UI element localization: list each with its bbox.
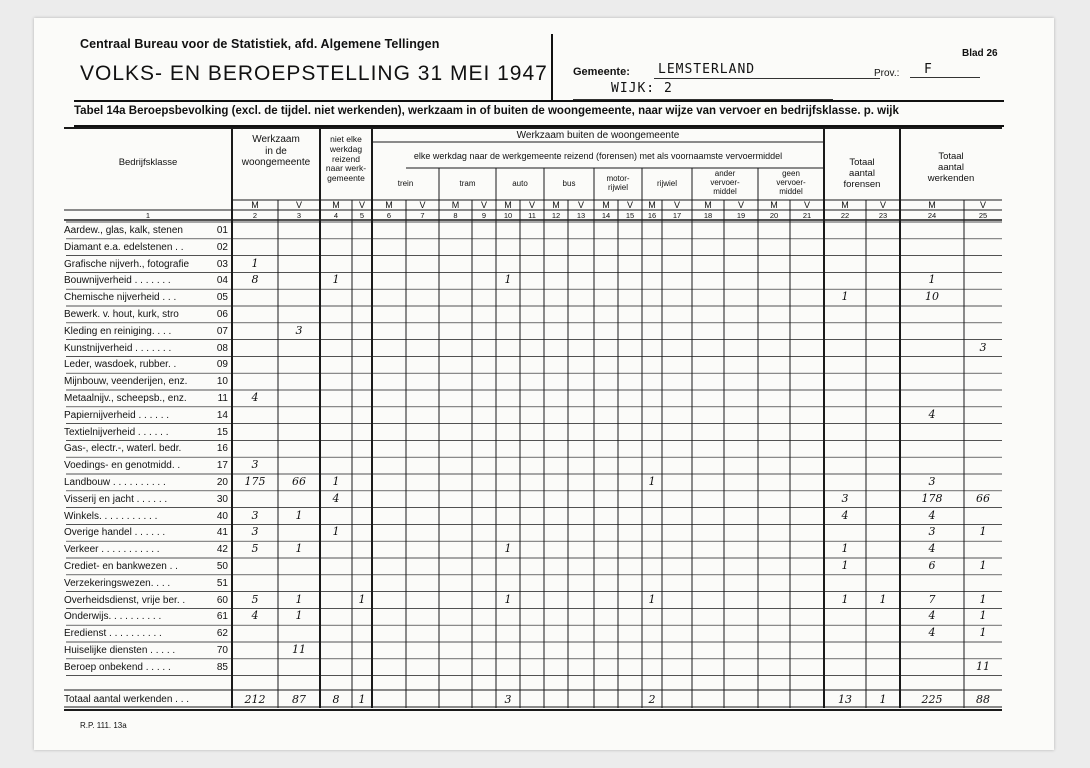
- mv-label: M: [841, 200, 849, 210]
- prov-label: Prov.:: [874, 68, 900, 79]
- row-label: Mijnbouw, veenderijen, enz.: [64, 376, 188, 388]
- cell-entry: 178: [921, 491, 943, 505]
- row-code: 11: [217, 393, 228, 404]
- column-number: 7: [420, 211, 425, 220]
- cell-entry: 4: [928, 407, 936, 421]
- totaal-werkenden-header: Totaal aantal werkenden: [927, 151, 975, 184]
- row-label: Kleding en reiniging. . . .: [64, 325, 172, 337]
- row-code: 04: [216, 275, 228, 287]
- row-label: Verzekeringswezen. . . .: [64, 577, 171, 589]
- cell-entry: 175: [244, 475, 266, 488]
- mode-header: trein: [397, 179, 414, 188]
- mv-label: M: [332, 200, 340, 210]
- row-label: Papiernijverheid . . . . . .: [64, 409, 170, 421]
- row-label: Kunstnijverheid . . . . . . .: [64, 342, 172, 354]
- column-number: 6: [386, 211, 392, 220]
- row-code: 50: [216, 561, 228, 572]
- row-label: Diamant e.a. edelstenen . .: [64, 241, 184, 253]
- column-number: 18: [703, 211, 713, 220]
- column-number: 14: [601, 211, 611, 220]
- column-number: 5: [359, 211, 365, 220]
- row-label: Leder, wasdoek, rubber. .: [64, 359, 177, 371]
- column-number: 8: [453, 211, 458, 220]
- row-code: 85: [216, 661, 228, 673]
- row-code: 02: [216, 241, 228, 253]
- cell-entry: 1: [979, 592, 987, 606]
- mv-label: V: [419, 200, 426, 210]
- cell-entry: 1: [979, 525, 987, 539]
- row-code: 01: [216, 225, 228, 236]
- cell-entry: 1: [979, 609, 987, 623]
- mode-header: bus: [562, 179, 576, 188]
- row-label: Textielnijverheid . . . . . .: [64, 426, 169, 438]
- mode-header: ander vervoer- middel: [710, 169, 740, 197]
- column-number: 25: [978, 211, 988, 220]
- column-number: 21: [802, 211, 812, 220]
- mv-label: V: [577, 200, 584, 210]
- mode-header: auto: [512, 179, 528, 188]
- cell-entry: 4: [928, 542, 936, 556]
- mv-label: M: [928, 200, 936, 210]
- cell-entry: 1: [879, 592, 887, 606]
- cell-entry: 1: [841, 559, 849, 572]
- row-label: Gas-, electr.-, waterl. bedr.: [64, 443, 182, 455]
- cell-entry: 1: [295, 508, 303, 522]
- prov-field[interactable]: F: [910, 62, 980, 78]
- cell-entry: 1: [295, 609, 303, 623]
- row-code: 16: [216, 443, 228, 455]
- cell-entry: 1: [504, 592, 512, 606]
- cell-entry: 4: [251, 609, 259, 623]
- form-code: R.P. 111. 13a: [80, 721, 127, 730]
- mv-label: V: [979, 200, 986, 210]
- mv-label: V: [480, 200, 487, 210]
- row-code: 62: [216, 628, 228, 640]
- total-entry: 87: [292, 693, 306, 706]
- cell-entry: 3: [295, 323, 303, 337]
- cell-entry: 1: [295, 542, 303, 556]
- cell-entry: 7: [928, 592, 936, 606]
- mv-label: M: [602, 200, 610, 210]
- mv-label: M: [504, 200, 512, 210]
- cell-entry: 5: [251, 592, 259, 606]
- cell-entry: 1: [358, 592, 366, 606]
- cell-entry: 1: [648, 592, 656, 606]
- cell-entry: 1: [295, 592, 303, 606]
- total-entry: 225: [921, 693, 943, 706]
- column-number: 17: [672, 211, 682, 220]
- row-label: Crediet- en bankwezen . .: [64, 561, 178, 572]
- cell-entry: 66: [292, 475, 306, 488]
- row-code: 70: [216, 645, 228, 656]
- mv-label: M: [704, 200, 712, 210]
- cell-entry: 3: [251, 525, 259, 539]
- form-title: VOLKS- EN BEROEPSTELLING 31 MEI 1947: [80, 62, 548, 85]
- cell-entry: 1: [332, 475, 340, 488]
- cell-entry: 1: [841, 290, 849, 304]
- total-entry: 1: [358, 693, 366, 706]
- row-code: 41: [216, 527, 228, 539]
- cell-entry: 1: [648, 475, 656, 488]
- row-label: Visserij en jacht . . . . . .: [64, 493, 168, 505]
- row-label: Aardew., glas, kalk, stenen: [64, 225, 183, 236]
- cell-entry: 4: [928, 626, 936, 640]
- mv-label: M: [251, 200, 259, 210]
- row-code: 09: [216, 359, 228, 371]
- column-number: 10: [503, 211, 513, 220]
- row-label: Chemische nijverheid . . .: [64, 292, 177, 304]
- niet-elke-header: niet elke werkdag reizend naar werk- gemeente: [325, 134, 367, 184]
- column-number: 22: [840, 211, 850, 220]
- row-label: Huiselijke diensten . . . . .: [64, 645, 176, 656]
- cell-entry: 10: [925, 290, 939, 304]
- row-code: 15: [216, 426, 228, 438]
- column-number: 20: [769, 211, 779, 220]
- row-code: 30: [216, 493, 228, 505]
- column-number: 11: [528, 211, 536, 220]
- werkzaam-in-header: Werkzaam in de woongemeente: [241, 134, 311, 168]
- column-number: 15: [625, 211, 635, 220]
- row-label: Grafische nijverh., fotografie: [64, 258, 190, 270]
- cell-entry: 3: [251, 508, 259, 522]
- mv-label: V: [626, 200, 633, 210]
- forensen-header: elke werkdag naar de werkgemeente reizend (forensen) met als voornaamste vervoermiddel: [413, 151, 783, 161]
- row-label: Landbouw . . . . . . . . . .: [64, 477, 166, 488]
- cell-entry: 4: [251, 391, 259, 404]
- row-label: Eredienst . . . . . . . . . .: [64, 628, 162, 640]
- cell-entry: 1: [841, 542, 849, 556]
- column-number: 23: [878, 211, 888, 220]
- row-label: Overheidsdienst, vrije ber. .: [64, 594, 186, 606]
- mode-header: tram: [459, 179, 476, 188]
- mv-label: M: [648, 200, 656, 210]
- row-label: Onderwijs. . . . . . . . . .: [64, 611, 162, 623]
- mv-label: V: [879, 200, 886, 210]
- column-number: 24: [927, 211, 937, 220]
- row-code: 51: [216, 577, 228, 589]
- cell-entry: 1: [504, 542, 512, 556]
- total-entry: 13: [838, 693, 852, 706]
- row-code: 07: [216, 325, 228, 337]
- total-entry: 8: [332, 693, 340, 706]
- cell-entry: 3: [928, 525, 936, 539]
- cell-entry: 1: [928, 273, 936, 287]
- totaal-forensen-header: Totaal aantal forensen: [843, 157, 881, 190]
- mode-header: motor- rijwiel: [606, 174, 630, 193]
- total-entry: 212: [244, 693, 266, 706]
- row-code: 61: [216, 611, 228, 623]
- mv-label: V: [295, 200, 302, 210]
- cell-entry: 11: [292, 643, 306, 656]
- cell-entry: 1: [251, 256, 259, 270]
- bedrijfsklasse-header: Bedrijfsklasse: [118, 157, 178, 168]
- cell-entry: 6: [928, 559, 936, 572]
- mv-label: M: [451, 200, 460, 210]
- cell-entry: 1: [332, 273, 340, 287]
- row-code: 60: [216, 594, 228, 606]
- total-entry: 3: [504, 693, 512, 706]
- column-number: 19: [736, 211, 746, 220]
- cell-entry: 3: [979, 340, 987, 354]
- cell-entry: 11: [976, 659, 990, 673]
- wijk-value: WIJK: 2: [611, 81, 673, 96]
- cell-entry: 1: [979, 626, 987, 640]
- row-label: Winkels. . . . . . . . . . .: [64, 510, 158, 522]
- total-entry: 88: [976, 693, 990, 706]
- cell-entry: 66: [976, 491, 990, 505]
- row-code: 20: [216, 477, 228, 488]
- mv-label: M: [385, 200, 393, 210]
- total-entry: 1: [879, 693, 887, 706]
- cell-entry: 1: [841, 592, 849, 606]
- cell-entry: 3: [251, 458, 259, 472]
- mv-label: V: [358, 200, 365, 210]
- cell-entry: 1: [504, 273, 512, 287]
- cell-entry: 3: [928, 475, 936, 488]
- column-number: 16: [647, 211, 657, 220]
- row-label: Metaalnijv., scheepsb., enz.: [64, 393, 187, 404]
- buiten-header: Werkzaam buiten de woongemeente: [516, 130, 680, 141]
- column-number: 13: [576, 211, 586, 220]
- column-number: 12: [551, 211, 561, 220]
- cell-entry: 4: [928, 508, 936, 522]
- gemeente-label: Gemeente:: [573, 66, 630, 78]
- row-code: 08: [216, 342, 228, 354]
- column-number: 1: [145, 211, 151, 220]
- mode-header: geen vervoer- middel: [776, 169, 806, 197]
- row-label: Beroep onbekend . . . . .: [64, 661, 171, 673]
- cell-entry: 5: [251, 542, 259, 556]
- row-code: 14: [216, 409, 228, 421]
- cell-entry: 4: [928, 609, 936, 623]
- mv-label: M: [770, 200, 778, 210]
- table-title: Tabel 14a Beroepsbevolking (excl. de tijdel. niet werkenden), werkzaam in of buiten de woongemeente, naar wijze van vervoer en bedrijfsklasse. p. wijk: [74, 105, 899, 117]
- page-number: Blad 26: [962, 48, 998, 59]
- column-number: 4: [333, 211, 339, 220]
- cell-entry: 1: [979, 559, 987, 572]
- mv-label: M: [552, 200, 560, 210]
- mv-label: V: [803, 200, 810, 210]
- census-form-sheet: [34, 18, 1054, 750]
- gemeente-field[interactable]: LEMSTERLAND: [654, 62, 880, 79]
- column-number: 2: [252, 211, 258, 220]
- mv-label: V: [528, 200, 535, 210]
- row-code: 10: [216, 376, 228, 388]
- mv-label: V: [673, 200, 680, 210]
- column-number: 9: [481, 211, 487, 220]
- row-code: 03: [216, 258, 228, 270]
- cell-entry: 8: [251, 273, 259, 287]
- cell-entry: 3: [841, 491, 849, 505]
- cell-entry: 1: [332, 525, 340, 539]
- cell-entry: 4: [841, 508, 849, 522]
- row-label: Overige handel . . . . . .: [64, 527, 166, 539]
- row-label: Bouwnijverheid . . . . . . .: [64, 275, 171, 287]
- mode-header: rijwiel: [657, 179, 677, 188]
- row-code: 42: [216, 544, 228, 556]
- row-code: 06: [216, 309, 228, 320]
- row-label: Bewerk. v. hout, kurk, stro: [64, 309, 179, 320]
- bureau-line: Centraal Bureau voor de Statistiek, afd. Algemene Tellingen: [80, 37, 440, 51]
- row-label: Voedings- en genotmidd. .: [64, 460, 181, 472]
- mv-label: V: [737, 200, 744, 210]
- row-code: 17: [216, 460, 228, 472]
- total-row-label: Totaal aantal werkenden . . .: [64, 694, 190, 705]
- total-entry: 2: [648, 693, 656, 706]
- column-number: 3: [296, 211, 302, 220]
- row-code: 05: [216, 292, 228, 304]
- row-label: Verkeer . . . . . . . . . . .: [64, 544, 160, 556]
- cell-entry: 4: [332, 491, 340, 505]
- row-code: 40: [216, 510, 228, 522]
